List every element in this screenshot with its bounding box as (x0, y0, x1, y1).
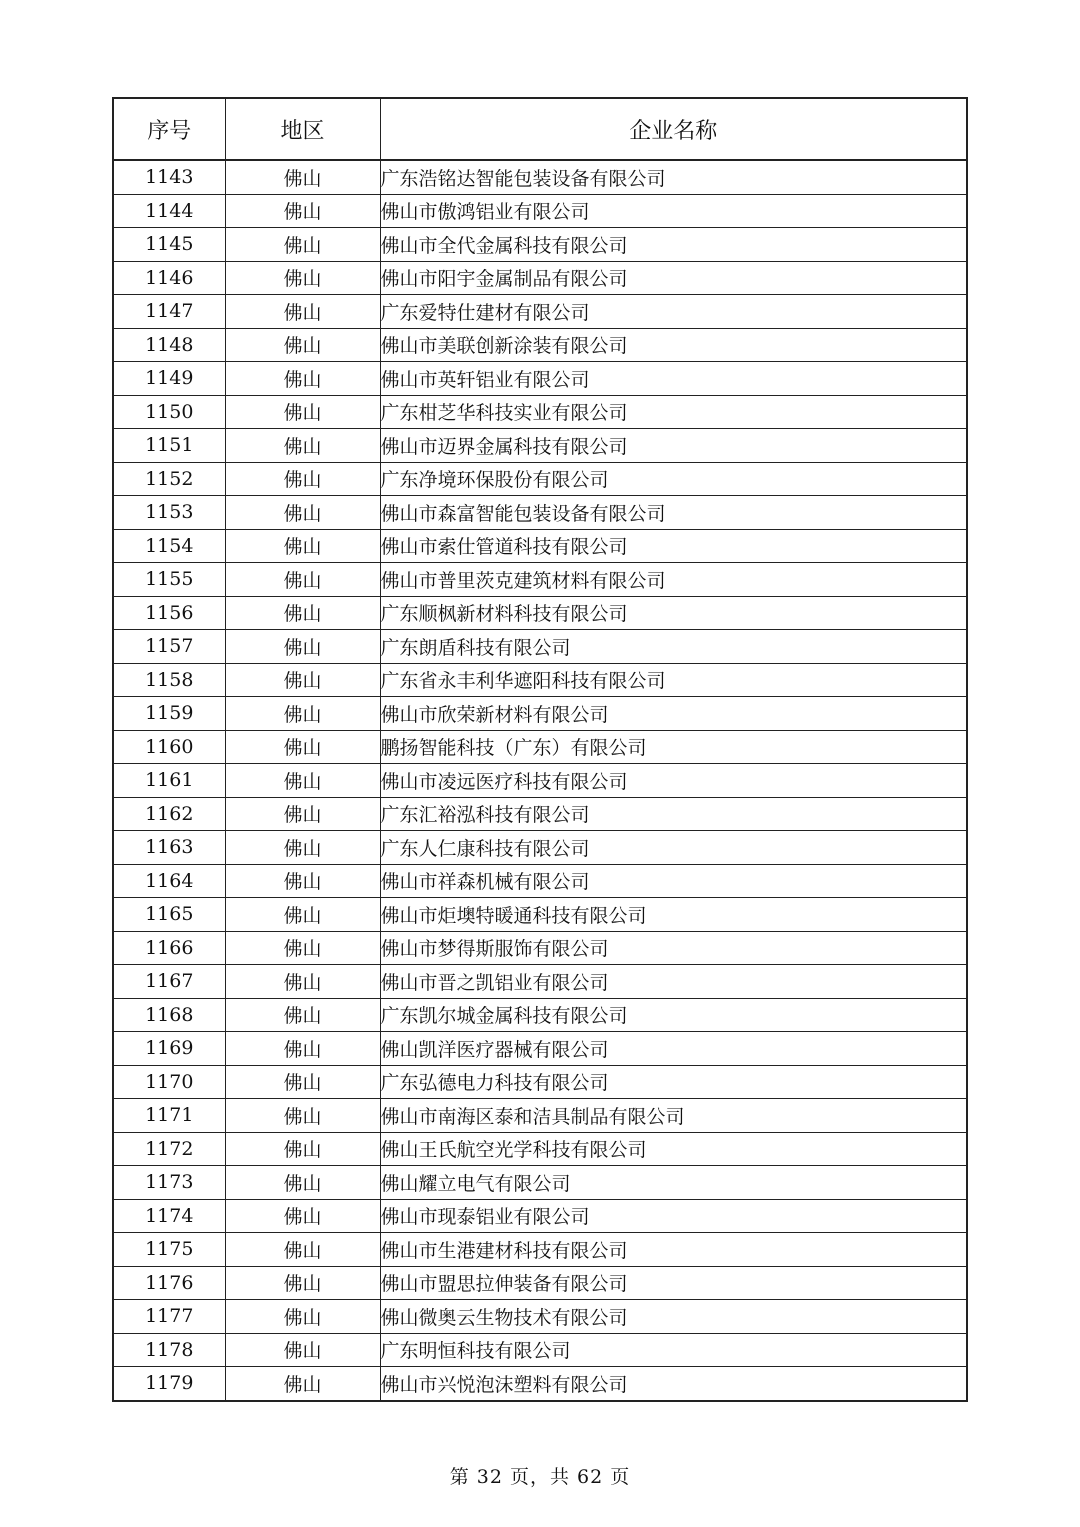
company-name-cell: 佛山市凌远医疗科技有限公司 (380, 764, 967, 798)
region-cell: 佛山 (225, 663, 380, 697)
table-row (113, 563, 967, 597)
serial-number-cell: 1143 (113, 160, 225, 194)
region-cell: 佛山 (225, 1166, 380, 1200)
serial-number-cell: 1156 (113, 596, 225, 630)
table-row (113, 1032, 967, 1066)
serial-number-cell: 1168 (113, 998, 225, 1032)
serial-number-cell: 1160 (113, 730, 225, 764)
table-row (113, 228, 967, 262)
serial-number-cell: 1173 (113, 1166, 225, 1200)
serial-number-cell: 1152 (113, 462, 225, 496)
company-name-cell: 广东明恒科技有限公司 (380, 1333, 967, 1367)
serial-number-cell: 1148 (113, 328, 225, 362)
company-name-cell: 广东柑芝华科技实业有限公司 (380, 395, 967, 429)
company-name-cell: 佛山市盟思拉伸装备有限公司 (380, 1266, 967, 1300)
company-name-cell: 佛山市傲鸿铝业有限公司 (380, 194, 967, 228)
company-name-cell: 佛山市阳宇金属制品有限公司 (380, 261, 967, 295)
region-cell: 佛山 (225, 898, 380, 932)
company-name-cell: 佛山市梦得斯服饰有限公司 (380, 931, 967, 965)
company-name-cell: 广东弘德电力科技有限公司 (380, 1065, 967, 1099)
serial-number-cell: 1155 (113, 563, 225, 597)
header-company-name: 企业名称 (380, 98, 967, 160)
serial-number-cell: 1170 (113, 1065, 225, 1099)
serial-number-cell: 1164 (113, 864, 225, 898)
serial-number-cell: 1162 (113, 797, 225, 831)
region-cell: 佛山 (225, 931, 380, 965)
serial-number-cell: 1174 (113, 1199, 225, 1233)
region-cell: 佛山 (225, 1199, 380, 1233)
serial-number-cell: 1167 (113, 965, 225, 999)
table-row (113, 1300, 967, 1334)
table-row (113, 328, 967, 362)
company-name-cell: 广东人仁康科技有限公司 (380, 831, 967, 865)
table-row (113, 496, 967, 530)
region-cell: 佛山 (225, 630, 380, 664)
company-name-cell: 广东凯尔城金属科技有限公司 (380, 998, 967, 1032)
region-cell: 佛山 (225, 965, 380, 999)
company-name-cell: 佛山凯洋医疗器械有限公司 (380, 1032, 967, 1066)
header-region: 地区 (225, 98, 380, 160)
region-cell: 佛山 (225, 362, 380, 396)
serial-number-cell: 1179 (113, 1367, 225, 1401)
table-row (113, 194, 967, 228)
region-cell: 佛山 (225, 797, 380, 831)
company-name-cell: 佛山市森富智能包装设备有限公司 (380, 496, 967, 530)
region-cell: 佛山 (225, 1333, 380, 1367)
company-name-cell: 鹏扬智能科技（广东）有限公司 (380, 730, 967, 764)
region-cell: 佛山 (225, 596, 380, 630)
company-name-cell: 佛山耀立电气有限公司 (380, 1166, 967, 1200)
table-row (113, 797, 967, 831)
region-cell: 佛山 (225, 697, 380, 731)
region-cell: 佛山 (225, 160, 380, 194)
table-row (113, 295, 967, 329)
serial-number-cell: 1157 (113, 630, 225, 664)
table-row (113, 1333, 967, 1367)
table-row (113, 261, 967, 295)
region-cell: 佛山 (225, 1233, 380, 1267)
serial-number-cell: 1161 (113, 764, 225, 798)
region-cell: 佛山 (225, 764, 380, 798)
region-cell: 佛山 (225, 1065, 380, 1099)
region-cell: 佛山 (225, 462, 380, 496)
region-cell: 佛山 (225, 998, 380, 1032)
table-row (113, 764, 967, 798)
company-name-cell: 佛山市现泰铝业有限公司 (380, 1199, 967, 1233)
company-name-cell: 佛山市炬墺特暖通科技有限公司 (380, 898, 967, 932)
company-name-cell: 广东汇裕泓科技有限公司 (380, 797, 967, 831)
region-cell: 佛山 (225, 295, 380, 329)
header-serial: 序号 (113, 98, 225, 160)
company-name-cell: 佛山市全代金属科技有限公司 (380, 228, 967, 262)
region-cell: 佛山 (225, 228, 380, 262)
table-row (113, 1199, 967, 1233)
serial-number-cell: 1151 (113, 429, 225, 463)
company-name-cell: 广东爱特仕建材有限公司 (380, 295, 967, 329)
table-row (113, 596, 967, 630)
region-cell: 佛山 (225, 429, 380, 463)
table-row (113, 429, 967, 463)
region-cell: 佛山 (225, 1032, 380, 1066)
region-cell: 佛山 (225, 496, 380, 530)
company-name-cell: 佛山市迈界金属科技有限公司 (380, 429, 967, 463)
company-name-cell: 广东顺枫新材料科技有限公司 (380, 596, 967, 630)
table-row (113, 697, 967, 731)
serial-number-cell: 1158 (113, 663, 225, 697)
table-row (113, 529, 967, 563)
table-row (113, 831, 967, 865)
company-name-cell: 佛山市英轩铝业有限公司 (380, 362, 967, 396)
table-row (113, 730, 967, 764)
table-body (113, 160, 967, 1401)
company-name-cell: 佛山市祥森机械有限公司 (380, 864, 967, 898)
company-name-cell: 佛山市索仕管道科技有限公司 (380, 529, 967, 563)
region-cell: 佛山 (225, 864, 380, 898)
company-name-cell: 广东省永丰利华遮阳科技有限公司 (380, 663, 967, 697)
company-name-cell: 佛山市兴悦泡沫塑料有限公司 (380, 1367, 967, 1401)
serial-number-cell: 1171 (113, 1099, 225, 1133)
region-cell: 佛山 (225, 563, 380, 597)
table-row (113, 362, 967, 396)
table-row (113, 864, 967, 898)
region-cell: 佛山 (225, 261, 380, 295)
table-row (113, 1132, 967, 1166)
table-row (113, 1065, 967, 1099)
company-name-cell: 佛山市生港建材科技有限公司 (380, 1233, 967, 1267)
serial-number-cell: 1149 (113, 362, 225, 396)
company-name-cell: 佛山市普里茨克建筑材料有限公司 (380, 563, 967, 597)
table-row (113, 395, 967, 429)
region-cell: 佛山 (225, 1300, 380, 1334)
serial-number-cell: 1153 (113, 496, 225, 530)
region-cell: 佛山 (225, 395, 380, 429)
region-cell: 佛山 (225, 1099, 380, 1133)
table-row (113, 160, 967, 194)
table-row (113, 1099, 967, 1133)
region-cell: 佛山 (225, 730, 380, 764)
serial-number-cell: 1150 (113, 395, 225, 429)
region-cell: 佛山 (225, 328, 380, 362)
region-cell: 佛山 (225, 831, 380, 865)
enterprise-table (112, 97, 968, 1402)
company-name-cell: 佛山市美联创新涂装有限公司 (380, 328, 967, 362)
serial-number-cell: 1146 (113, 261, 225, 295)
company-name-cell: 佛山王氏航空光学科技有限公司 (380, 1132, 967, 1166)
region-cell: 佛山 (225, 1367, 380, 1401)
company-name-cell: 广东朗盾科技有限公司 (380, 630, 967, 664)
table-row (113, 630, 967, 664)
region-cell: 佛山 (225, 194, 380, 228)
table-header-row (113, 98, 967, 160)
serial-number-cell: 1166 (113, 931, 225, 965)
region-cell: 佛山 (225, 1266, 380, 1300)
serial-number-cell: 1159 (113, 697, 225, 731)
table-row (113, 663, 967, 697)
serial-number-cell: 1176 (113, 1266, 225, 1300)
page-number: 第 32 页，共 62 页 (449, 1466, 631, 1488)
table-row (113, 965, 967, 999)
table-row (113, 998, 967, 1032)
table-row (113, 462, 967, 496)
serial-number-cell: 1145 (113, 228, 225, 262)
company-name-cell: 佛山市欣荣新材料有限公司 (380, 697, 967, 731)
region-cell: 佛山 (225, 1132, 380, 1166)
serial-number-cell: 1172 (113, 1132, 225, 1166)
table-row (113, 1166, 967, 1200)
company-name-cell: 广东浩铭达智能包装设备有限公司 (380, 160, 967, 194)
table-row (113, 1266, 967, 1300)
serial-number-cell: 1178 (113, 1333, 225, 1367)
serial-number-cell: 1177 (113, 1300, 225, 1334)
table-row (113, 1233, 967, 1267)
serial-number-cell: 1169 (113, 1032, 225, 1066)
company-name-cell: 佛山微奥云生物技术有限公司 (380, 1300, 967, 1334)
serial-number-cell: 1147 (113, 295, 225, 329)
table-row (113, 931, 967, 965)
table-row (113, 898, 967, 932)
company-name-cell: 佛山市晋之凯铝业有限公司 (380, 965, 967, 999)
table-row (113, 1367, 967, 1401)
serial-number-cell: 1163 (113, 831, 225, 865)
company-name-cell: 广东净境环保股份有限公司 (380, 462, 967, 496)
serial-number-cell: 1175 (113, 1233, 225, 1267)
serial-number-cell: 1144 (113, 194, 225, 228)
company-name-cell: 佛山市南海区泰和洁具制品有限公司 (380, 1099, 967, 1133)
region-cell: 佛山 (225, 529, 380, 563)
serial-number-cell: 1154 (113, 529, 225, 563)
serial-number-cell: 1165 (113, 898, 225, 932)
